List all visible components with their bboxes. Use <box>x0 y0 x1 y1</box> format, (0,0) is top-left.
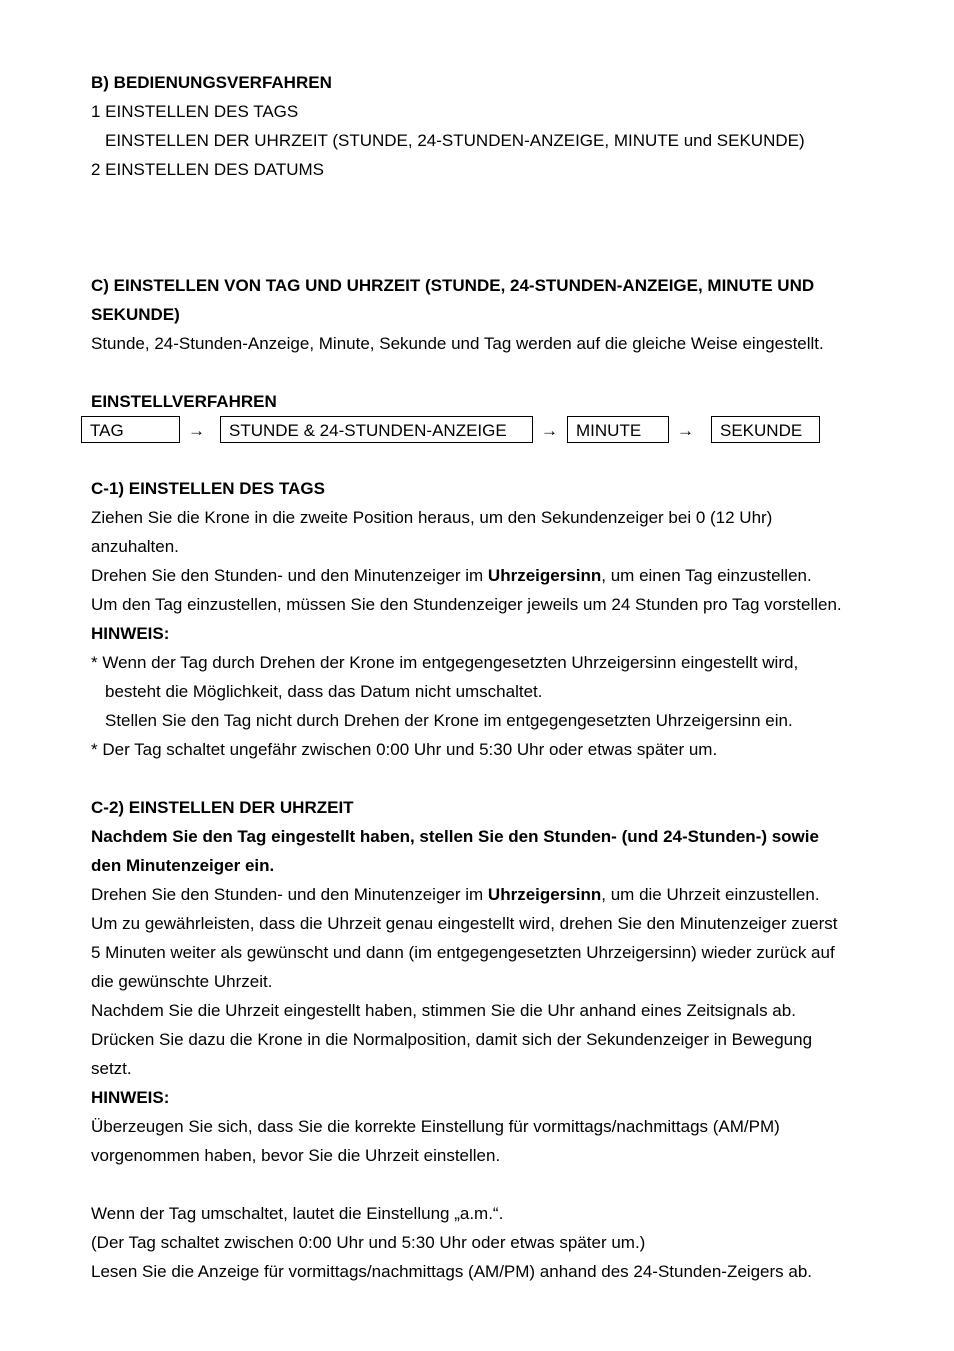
spacer <box>91 358 881 387</box>
c1-note-3: Stellen Sie den Tag nicht durch Drehen der Krone im entgegengesetzten Uhrzeigersinn ein. <box>105 711 793 730</box>
section-b-heading: B) BEDIENUNGSVERFAHREN <box>91 73 332 92</box>
c1-note-label: HINWEIS: <box>91 624 170 643</box>
document-page <box>91 68 881 1286</box>
text-run: Drehen Sie den Stunden- und den Minutenzeiger im <box>91 885 488 904</box>
emphasis-text: Uhrzeigersinn <box>487 566 602 585</box>
c2-paragraph-9: (Der Tag schaltet zwischen 0:00 Uhr und 5:30 Uhr oder etwas später um.) <box>91 1233 646 1252</box>
c2-paragraph-6: Drücken Sie dazu die Krone in die Normalposition, damit sich der Sekundenzeiger in Bewegung <box>91 1030 813 1049</box>
c2-paragraph-4: die gewünschte Uhrzeit. <box>91 972 273 991</box>
c2-note-1: Überzeugen Sie sich, dass Sie die korrekte Einstellung für vormittags/nachmittags (AM/PM) <box>91 1117 780 1136</box>
text-run: , um einen Tag einzustellen. <box>601 566 812 585</box>
c2-note-label: HINWEIS: <box>91 1088 170 1107</box>
spacer <box>91 184 881 242</box>
step-box-tag: TAG <box>81 416 180 443</box>
arrow-icon: → <box>677 421 694 440</box>
c1-note-4: * Der Tag schaltet ungefähr zwischen 0:00 Uhr und 5:30 Uhr oder etwas später um. <box>91 740 718 759</box>
text-run: Drehen Sie den Stunden- und den Minutenzeiger im <box>91 566 488 585</box>
c2-paragraph-2: Um zu gewährleisten, dass die Uhrzeit genau eingestellt wird, drehen Sie den Minutenzeiger zuerst <box>91 914 838 933</box>
spacer <box>91 764 881 793</box>
spacer <box>91 242 881 271</box>
emphasis-text: Uhrzeigersinn <box>487 885 602 904</box>
c2-paragraph-5: Nachdem Sie die Uhrzeit eingestellt haben, stimmen Sie die Uhr anhand eines Zeitsignals ab. <box>91 1001 796 1020</box>
c1-heading: C-1) EINSTELLEN DES TAGS <box>91 479 325 498</box>
c2-heading: C-2) EINSTELLEN DER UHRZEIT <box>91 798 354 817</box>
spacer <box>91 1170 881 1199</box>
step-box-minute: MINUTE <box>567 416 669 443</box>
arrow-icon: → <box>541 421 558 440</box>
c1-paragraph-4: Um den Tag einzustellen, müssen Sie den Stundenzeiger jeweils um 24 Stunden pro Tag vorstellen. <box>91 595 842 614</box>
section-c-heading-line-1: C) EINSTELLEN VON TAG UND UHRZEIT (STUNDE, 24-STUNDEN-ANZEIGE, MINUTE UND <box>91 276 815 295</box>
c2-paragraph-7: setzt. <box>91 1059 132 1078</box>
c2-paragraph-1 <box>91 880 881 909</box>
procedure-heading: EINSTELLVERFAHREN <box>91 392 277 411</box>
c2-paragraph-10: Lesen Sie die Anzeige für vormittags/nachmittags (AM/PM) anhand des 24-Stunden-Zeigers ab. <box>91 1262 812 1281</box>
c1-paragraph-2: anzuhalten. <box>91 537 179 556</box>
c2-note-2: vorgenommen haben, bevor Sie die Uhrzeit einstellen. <box>91 1146 501 1165</box>
section-c-heading-line-2: SEKUNDE) <box>91 305 180 324</box>
c1-paragraph-1: Ziehen Sie die Krone in die zweite Position heraus, um den Sekundenzeiger bei 0 (12 Uhr) <box>91 508 773 527</box>
c2-bold-line-1: Nachdem Sie den Tag eingestellt haben, stellen Sie den Stunden- (und 24-Stunden-) sowie <box>91 827 819 846</box>
section-b-line-2: EINSTELLEN DER UHRZEIT (STUNDE, 24-STUNDEN-ANZEIGE, MINUTE und SEKUNDE) <box>105 131 805 150</box>
section-b-line-3: 2 EINSTELLEN DES DATUMS <box>91 160 325 179</box>
c1-paragraph-3 <box>91 561 881 590</box>
c1-note-1: * Wenn der Tag durch Drehen der Krone im entgegengesetzten Uhrzeigersinn eingestellt wird, <box>91 653 799 672</box>
step-box-stunde: STUNDE & 24-STUNDEN-ANZEIGE <box>220 416 533 443</box>
procedure-flow <box>81 416 881 445</box>
section-c-intro: Stunde, 24-Stunden-Anzeige, Minute, Sekunde und Tag werden auf die gleiche Weise eingestellt. <box>91 334 824 353</box>
c2-bold-line-2: den Minutenzeiger ein. <box>91 856 275 875</box>
c2-paragraph-8: Wenn der Tag umschaltet, lautet die Einstellung „a.m.“. <box>91 1204 504 1223</box>
c1-note-2: besteht die Möglichkeit, dass das Datum nicht umschaltet. <box>105 682 543 701</box>
c2-paragraph-3: 5 Minuten weiter als gewünscht und dann (im entgegengesetzten Uhrzeigersinn) wieder zurück auf <box>91 943 835 962</box>
spacer <box>91 445 881 474</box>
step-box-sekunde: SEKUNDE <box>711 416 820 443</box>
arrow-icon: → <box>188 421 205 440</box>
text-run: , um die Uhrzeit einzustellen. <box>601 885 820 904</box>
section-b-line-1: 1 EINSTELLEN DES TAGS <box>91 102 299 121</box>
